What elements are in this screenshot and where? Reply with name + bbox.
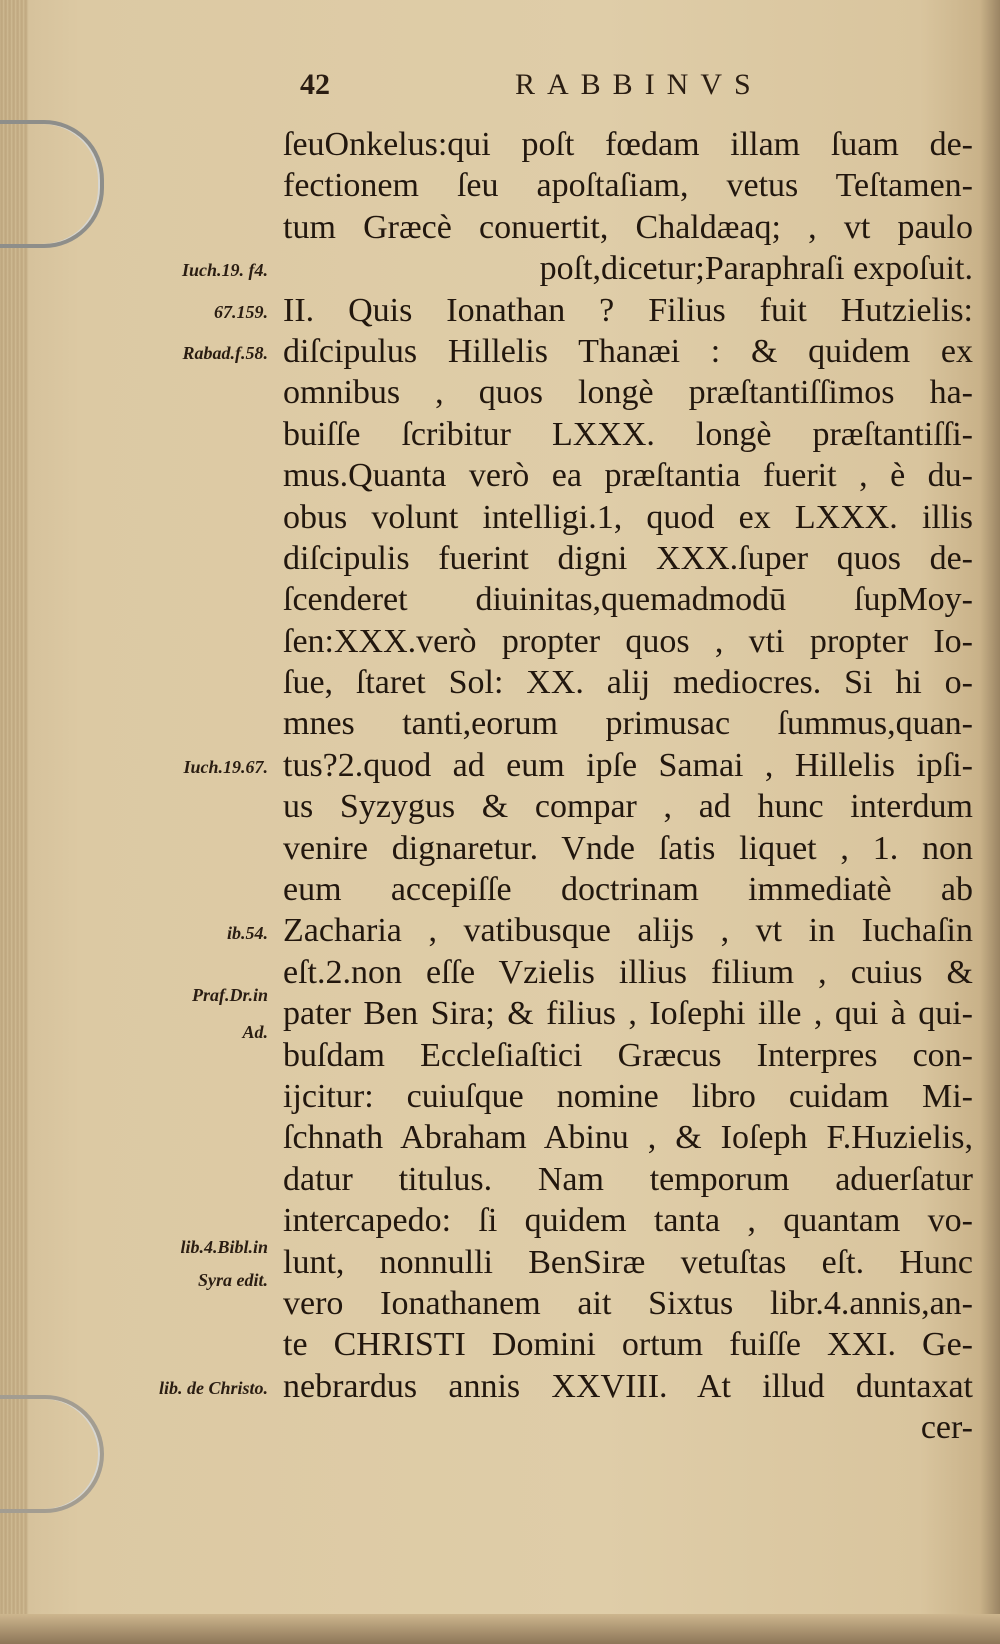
running-title: RABBINVS xyxy=(515,68,763,101)
text-line: obus volunt intelligi.1, quod ex LXXX. illis xyxy=(283,498,973,536)
margin-note: 67.159. xyxy=(214,301,268,322)
text-line: ſcenderet diuinitas,quemadmodū ſupMoy- xyxy=(283,581,973,619)
page-header xyxy=(300,68,780,108)
text-line: us Syzygus & compar , ad hunc interdum xyxy=(283,788,973,826)
text-line: nebrardus annis XXVIII. At illud duntaxat xyxy=(283,1367,973,1405)
page-number: 42 xyxy=(300,68,330,101)
text-line: eum accepiſſe doctrinam immediatè ab xyxy=(283,871,973,909)
text-line: mus.Quanta verò ea præſtantia fuerit , è du- xyxy=(283,457,973,495)
text-line: tum Græcè conuertit, Chaldæaq; , vt paulo xyxy=(283,208,973,246)
body-text xyxy=(283,124,973,1449)
text-line: poſt,dicetur;Paraphraſi expoſuit. xyxy=(539,250,973,288)
text-line: intercapedo: ſi quidem tanta , quantam vo- xyxy=(283,1202,973,1240)
margin-note: Praf.Dr.in xyxy=(191,984,268,1005)
text-line: fectionem ſeu apoſtaſiam, vetus Teſtamen- xyxy=(283,167,973,205)
text-line: cer- xyxy=(920,1409,973,1447)
text-line: lunt, nonnulli BenSiræ vetuſtas eſt. Hunc xyxy=(283,1243,973,1281)
text-line: ſeuOnkelus:qui poſt fœdam illam ſuam de- xyxy=(283,126,973,163)
text-line: te CHRISTI Domini ortum fuiſſe XXI. Ge- xyxy=(283,1326,973,1364)
text-line: diſcipulis fuerint digni XXX.ſuper quos de- xyxy=(283,539,973,577)
text-line: datur titulus. Nam temporum aduerſatur xyxy=(283,1160,973,1198)
text-line: vero Ionathanem ait Sixtus libr.4.annis,an- xyxy=(283,1284,973,1322)
margin-note: Ad. xyxy=(242,1021,268,1042)
margin-note: Rabad.f.58. xyxy=(182,343,268,363)
margin-note: Iuch.19.67. xyxy=(183,757,268,777)
text-line: buſdam Eccleſiaſtici Græcus Interpres con- xyxy=(283,1036,973,1074)
text-line: pater Ben Sira; & filius , Ioſephi ille , qui à qui- xyxy=(283,995,973,1033)
text-line: ſen:XXX.verò propter quos , vti propter Io- xyxy=(283,622,973,660)
text-line: diſcipulus Hillelis Thanæi : & quidem ex xyxy=(283,332,973,370)
text-line: eſt.2.non eſſe Vzielis illius filium , cuius & xyxy=(283,953,973,991)
text-line: mnes tanti,eorum primusac ſummus,quan- xyxy=(283,705,973,743)
text-line: omnibus , quos longè præſtantiſſimos ha- xyxy=(283,374,973,412)
text-line: venire dignaretur. Vnde ſatis liquet , 1. non xyxy=(283,829,973,867)
text-line: Zacharia , vatibusque alijs , vt in Iuchaſin xyxy=(283,912,973,950)
text-line: tus?2.quod ad eum ipſe Samai , Hillelis ipſi- xyxy=(283,746,973,784)
margin-note: Iuch.19. f4. xyxy=(181,260,268,281)
margin-note: ib.54. xyxy=(226,922,268,943)
text-line: II. Quis Ionathan ? Filius fuit Hutzielis: xyxy=(283,291,973,329)
margin-note: lib.4.Bibl.in xyxy=(180,1237,268,1258)
text-line: ſue, ſtaret Sol: XX. alij mediocres. Si hi o- xyxy=(283,664,973,702)
text-line: ſchnath Abraham Abinu , & Ioſeph F.Huzielis, xyxy=(283,1119,973,1157)
margin-note: Syra edit. xyxy=(198,1270,268,1291)
margin-notes xyxy=(0,0,280,1644)
text-line: buiſſe ſcribitur LXXX. longè præſtantiſſi- xyxy=(283,415,973,453)
margin-note: lib. de Christo. xyxy=(158,1378,268,1398)
text-line: ijcitur: cuiuſque nomine libro cuidam Mi- xyxy=(283,1077,973,1115)
